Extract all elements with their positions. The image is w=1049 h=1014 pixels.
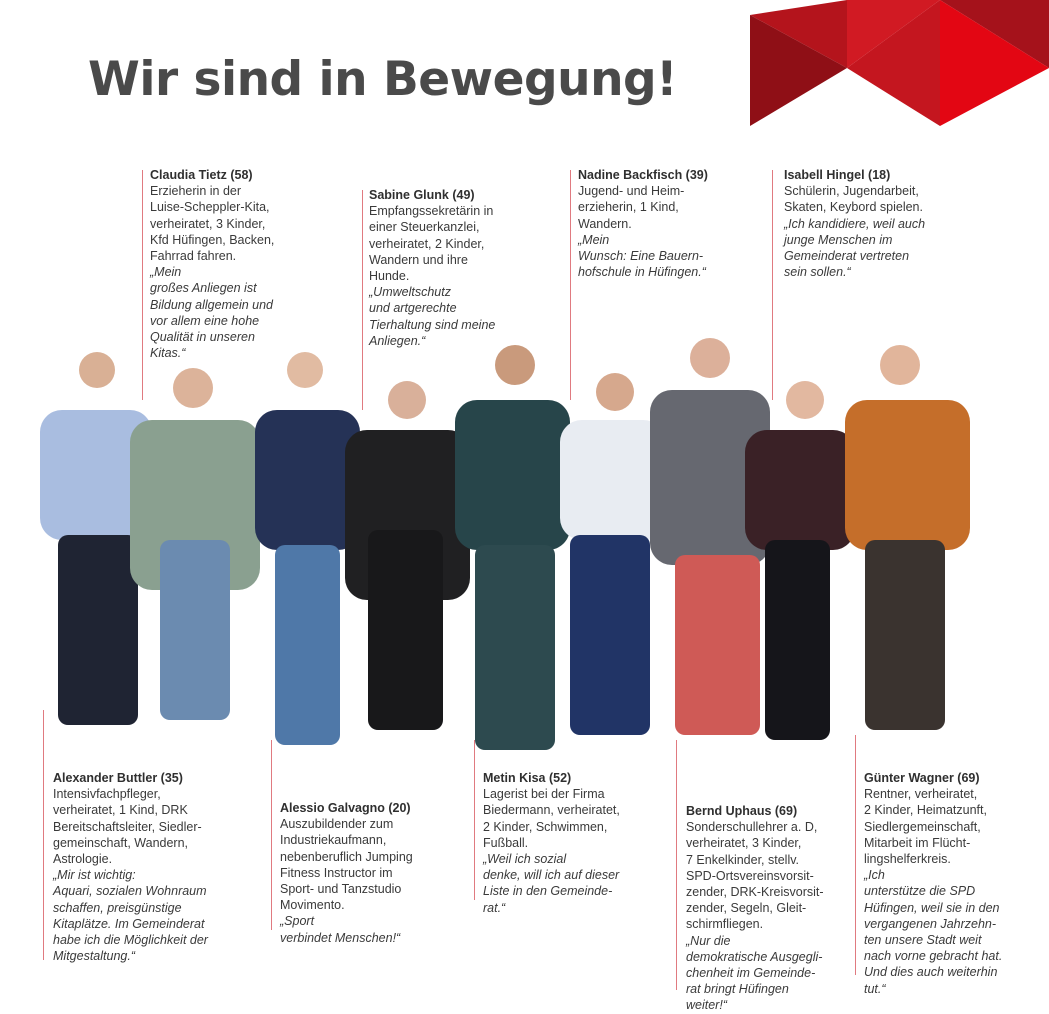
bio-text: Sonderschullehrer a. D, verheiratet, 3 Kinder, 7 Enkelkinder, stellv. SPD-Ortsvereinsvorsit- zender, DRK-Kreisvorsit- zender, Segeln, Gleit- schirmfliegen. (686, 820, 824, 932)
divider-line (570, 170, 571, 400)
person-figure (255, 352, 360, 745)
bio-alexander (53, 770, 268, 964)
divider-line (772, 170, 773, 400)
divider-line (142, 170, 143, 400)
person-figure (745, 381, 855, 740)
divider-line (362, 190, 363, 410)
person-figure (455, 345, 570, 750)
person-figure (560, 373, 665, 735)
bio-name: Günter Wagner (69) (864, 771, 980, 785)
bio-quote: „Ich unterstütze die SPD Hüfingen, weil sie in den vergangenen Jahrzehn- ten unsere Stadt weit nach vorne gebracht hat. Und dies auch weiterhin tut.“ (864, 868, 1003, 996)
bio-metin (483, 770, 673, 916)
bio-name: Nadine Backfisch (39) (578, 168, 708, 182)
bio-text: Schülerin, Jugendarbeit, Skaten, Keybord spielen. (784, 184, 923, 215)
bio-text: Auszubildender zum Industriekaufmann, nebenberuflich Jumping Fitness Instructor im Sport- und Tanzstudio Movimento. (280, 817, 413, 913)
bio-name: Alessio Galvagno (20) (280, 801, 411, 815)
bio-text: Rentner, verheiratet, 2 Kinder, Heimatzunft, Siedlergemeinschaft, Mitarbeit im Flücht- lingshelferkreis. (864, 787, 987, 867)
divider-line (474, 740, 475, 900)
bio-alessio (280, 800, 470, 946)
bio-name: Sabine Glunk (49) (369, 188, 475, 202)
bio-name: Metin Kisa (52) (483, 771, 572, 785)
bio-sabine (369, 187, 569, 349)
bio-text: Jugend- und Heim- erzieherin, 1 Kind, Wandern. (578, 184, 685, 231)
bio-quote: „Nur die demokratische Ausgegli- chenheit im Gemeinde- rat bringt Hüfingen weiter!“ (686, 933, 823, 1013)
divider-line (43, 710, 44, 960)
divider-line (676, 740, 677, 990)
bio-guenter (864, 770, 1044, 997)
bio-claudia (150, 167, 350, 361)
bio-name: Claudia Tietz (58) (150, 168, 253, 182)
page-headline: Wir sind in Bewegung! (88, 52, 678, 107)
bio-text: Empfangssekretärin in einer Steuerkanzlei, verheiratet, 2 Kinder, Wandern und ihre Hunde. (369, 204, 494, 284)
person-figure (345, 381, 470, 730)
group-photo (30, 320, 990, 760)
bio-text: Intensivfachpfleger, verheiratet, 1 Kind, DRK Bereitschaftsleiter, Siedler- gemeinschaft, Wandern, Astrologie. (53, 787, 202, 867)
bio-quote: „Mir ist wichtig: Aquari, sozialen Wohnraum schaffen, preisgünstige Kitaplätze. Im Gemeinderat habe ich die Möglichkeit der Mitgestaltung.“ (53, 868, 208, 964)
divider-line (271, 740, 272, 930)
bio-quote: „Ich kandidiere, weil auch junge Menschen im Gemeinderat vertreten sein sollen.“ (784, 216, 926, 280)
party-logo (750, 0, 1049, 126)
bio-quote: „Mein Wunsch: Eine Bauern- hofschule in Hüfingen.“ (578, 232, 706, 280)
bio-nadine (578, 167, 768, 280)
bio-quote: „Sport verbindet Menschen!“ (280, 914, 401, 945)
bio-bernd (686, 803, 856, 1014)
bio-quote: „Umweltschutz und artgerechte Tierhaltung sind meine Anliegen.“ (369, 285, 496, 348)
bio-text: Lagerist bei der Firma Biedermann, verheiratet, 2 Kinder, Schwimmen, Fußball. (483, 787, 620, 850)
person-figure (845, 345, 970, 730)
bio-name: Bernd Uphaus (69) (686, 804, 798, 818)
bio-quote: „Mein großes Anliegen ist Bildung allgemein und vor allem eine hohe Qualität in unseren Kitas.“ (150, 265, 274, 361)
bio-text: Erzieherin in der Luise-Scheppler-Kita, verheiratet, 3 Kinder, Kfd Hüfingen, Backen, Fahrrad fahren. (150, 184, 275, 264)
bio-name: Isabell Hingel (18) (784, 168, 891, 182)
person-figure (130, 368, 260, 720)
bio-quote: „Weil ich sozial denke, will ich auf dieser Liste in den Gemeinde- rat.“ (483, 852, 620, 915)
bio-isabell (784, 167, 994, 280)
bio-name: Alexander Buttler (35) (53, 771, 183, 785)
